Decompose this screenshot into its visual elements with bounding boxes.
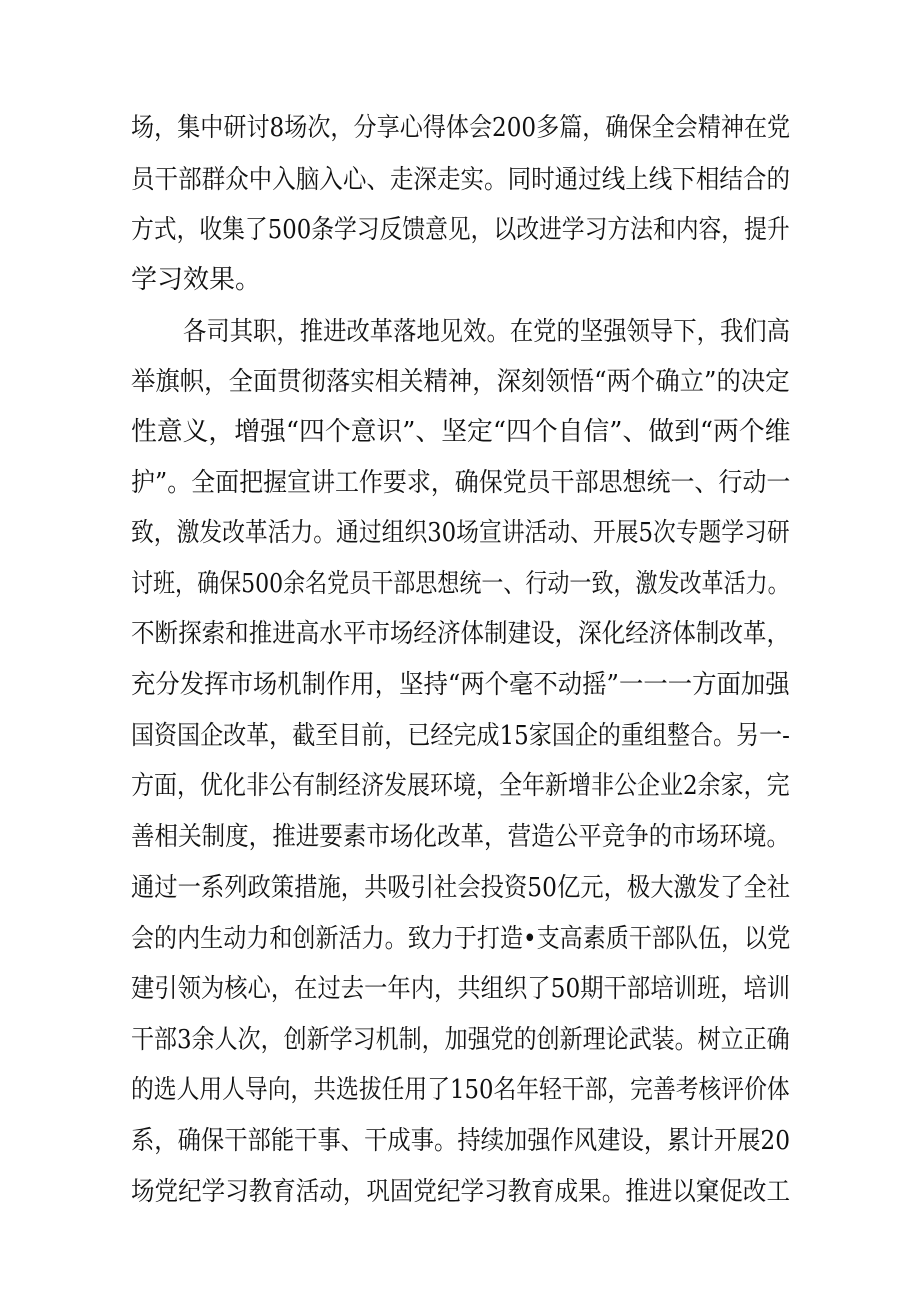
text-line-9: 致，激发改革活力。通过组织30场宣讲活动、开展5次专题学习研 — [131, 518, 790, 548]
text-line-22: 场党纪学习教育活动，巩固党纪学习教育成果。推进以窠促改工 — [131, 1177, 790, 1207]
text-line-10: 讨班，确保500余名党员干部思想统一、行动一致，激发改革活力。 — [131, 569, 790, 599]
text-line-12: 充分发挥市场机制作用，坚持“两个毫不动摇”一一一方面加强 — [131, 670, 790, 700]
text-line-20: 的选人用人导向，共选拔任用了150名年轻干部，完善考核评价体 — [131, 1075, 790, 1105]
text-line-18: 建引领为核心，在过去一年内，共组织了50期干部培训班，培训 — [131, 974, 791, 1004]
text-line-5: 各司其职，推进改革落地见效。在党的坚强领导下，我们高 — [183, 317, 790, 347]
text-line-7: 性意义，增强“四个意识”、坚定“四个自信”、做到“两个维 — [131, 417, 791, 447]
text-line-19: 干部3余人次，创新学习机制，加强党的创新理论武装。树立正确 — [131, 1025, 790, 1055]
text-line-15: 善相关制度，推进要素市场化改革，营造公平竞争的市场环境。 — [131, 822, 790, 852]
text-line-13: 国资国企改革，截至目前，已经完成15家国企的重组整合。另一- — [131, 721, 790, 751]
text-line-6: 举旗帜，全面贯彻落实相关精神，深刻领悟“两个确立”的决定 — [131, 367, 790, 397]
text-line-11: 不断探索和推进高水平市场经济体制建设，深化经济体制改革， — [131, 619, 790, 649]
text-line-14: 方面，优化非公有制经济发展环境，全年新增非公企业2余家，完 — [131, 771, 790, 801]
text-line-17: 会的内生动力和创新活力。致力于打造•支高素质干部队伍，以党 — [131, 924, 791, 954]
text-line-1: 场，集中研讨8场次，分享心得体会200多篇，确保全会精神在党 — [131, 113, 791, 143]
text-line-3: 方式，收集了500条学习反馈意见，以改进学习方法和内容，提升 — [131, 215, 790, 245]
text-line-4: 学习效果。 — [131, 265, 262, 295]
text-line-8: 护”。全面把握宣讲工作要求，确保党员干部思想统一、行动一 — [131, 468, 791, 498]
text-line-2: 员干部群众中入脑入心、走深走实。同时通过线上线下相结合的 — [131, 165, 790, 195]
text-line-16: 通过一系列政策措施，共吸引社会投资50亿元，极大激发了全社 — [131, 873, 791, 903]
text-line-21: 系，确保干部能干事、干成事。持续加强作风建设，累计开展20 — [131, 1126, 791, 1156]
